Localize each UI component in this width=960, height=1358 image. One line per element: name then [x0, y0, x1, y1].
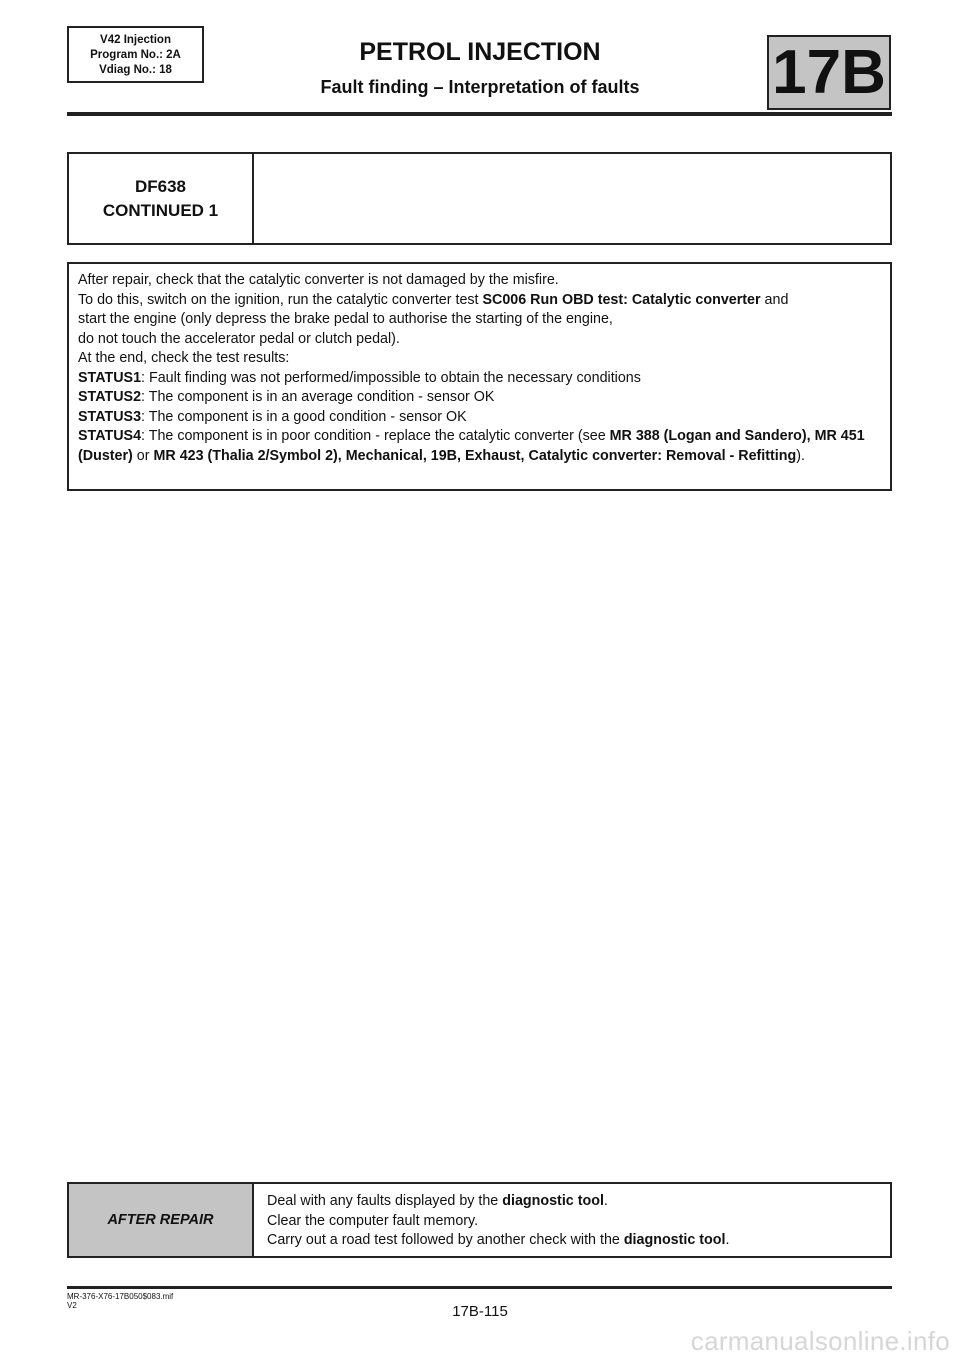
page-subtitle: Fault finding – Interpretation of faults: [320, 77, 640, 97]
procedure-box: [67, 262, 892, 491]
status-label: STATUS2: [78, 389, 142, 405]
vehicle-injection-label: V42 Injection: [100, 34, 171, 46]
page-title: PETROL INJECTION: [359, 38, 601, 66]
footer-divider: [67, 1286, 892, 1289]
fault-continued-label: CONTINUED 1: [102, 200, 219, 220]
procedure-line: To do this, switch on the ignition, run the catalytic converter test SC006 Run OBD test: Catalytic converter and: [78, 291, 789, 308]
after-repair-line: Deal with any faults displayed by the diagnostic tool.: [267, 1193, 608, 1209]
manual-reference: MR 388 (Logan and Sandero), MR 451 (Duster): [78, 428, 865, 464]
after-repair-line: Clear the computer fault memory.: [267, 1212, 479, 1229]
status-line-4: STATUS4: The component is in poor condition - replace the catalytic converter (see MR 388 (Logan and Sandero), MR 451 (Duster) or MR 423 (Thalia 2/Symbol 2), Mechanical, 19B, Exhaust, Catalytic converter: Removal - Refitting).: [78, 428, 865, 464]
vehicle-info-box: [67, 26, 204, 83]
procedure-line: do not touch the accelerator pedal or clutch pedal).: [78, 330, 400, 347]
after-repair-text: [267, 1192, 877, 1251]
after-repair-box: [67, 1182, 892, 1258]
status-label: STATUS3: [78, 408, 142, 425]
section-badge: 17B: [767, 35, 891, 110]
page-number: 17B-115: [452, 1303, 508, 1320]
after-repair-title: AFTER REPAIR: [69, 1184, 254, 1256]
status-line-3: STATUS3: The component is in a good condition - sensor OK: [78, 408, 467, 425]
fault-code-box: [67, 152, 892, 245]
after-repair-line: Carry out a road test followed by another check with the diagnostic tool.: [267, 1232, 730, 1248]
status-label: STATUS1: [78, 369, 142, 386]
watermark: carmanualsonline.info: [690, 1326, 950, 1356]
test-reference: SC006 Run OBD test: Catalytic converter: [482, 291, 761, 308]
fault-code: DF638: [134, 176, 187, 196]
program-number-label: Program No.: 2A: [90, 49, 181, 61]
status-line-2: STATUS2: The component is in an average condition - sensor OK: [78, 389, 495, 405]
procedure-line: At the end, check the test results:: [78, 350, 290, 366]
header-divider: [67, 112, 892, 116]
vdiag-number-label: Vdiag No.: 18: [99, 64, 172, 76]
manual-reference: MR 423 (Thalia 2/Symbol 2), Mechanical, 19B, Exhaust, Catalytic converter: Removal - Refitting: [153, 447, 797, 464]
procedure-line: start the engine (only depress the brake pedal to authorise the starting of the engine,: [78, 311, 613, 327]
file-reference: MR-376-X76-17B050$083.mif V2: [67, 1292, 174, 1310]
version-label: V2: [67, 1301, 77, 1310]
fault-code-cell: [69, 154, 254, 243]
status-line-1: STATUS1: Fault finding was not performed/impossible to obtain the necessary conditions: [78, 369, 641, 386]
procedure-line: After repair, check that the catalytic converter is not damaged by the misfire.: [78, 272, 559, 288]
status-label: STATUS4: [78, 428, 142, 444]
